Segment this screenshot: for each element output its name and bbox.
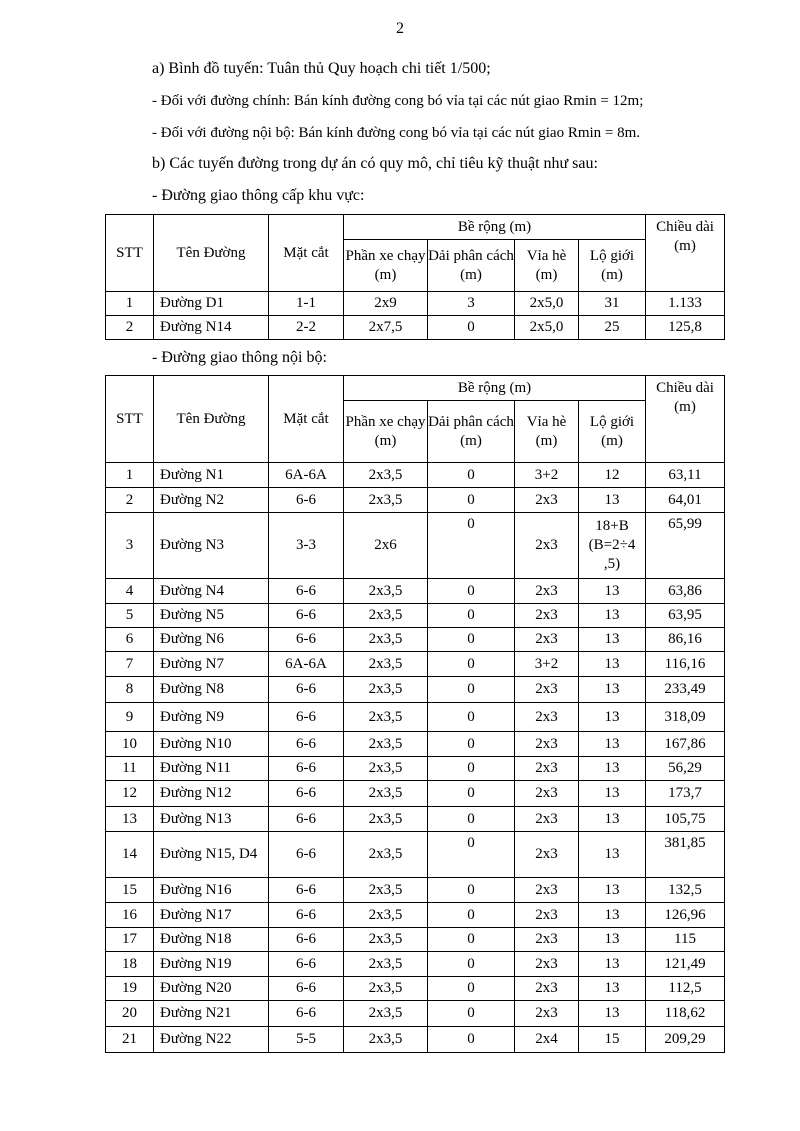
cell-median: 0 <box>428 703 515 732</box>
cell-length: 65,99 <box>646 513 725 579</box>
cell-median: 0 <box>428 757 515 781</box>
cell-right-of-way: 13 <box>579 807 646 832</box>
cell-length: 116,16 <box>646 652 725 677</box>
table-row <box>106 903 725 928</box>
cell-sidewalk: 2x3 <box>515 604 579 628</box>
cell-right-of-way: 18+B (B=2÷4 ,5) <box>579 513 646 579</box>
cell-road-name: Đường N6 <box>154 628 269 652</box>
cell-stt: 12 <box>106 781 154 807</box>
cell-sidewalk: 2x4 <box>515 1027 579 1053</box>
cell-carriageway: 2x3,5 <box>344 703 428 732</box>
cell-stt: 5 <box>106 604 154 628</box>
cell-right-of-way: 12 <box>579 463 646 488</box>
header-stt: STT <box>106 376 154 463</box>
cell-length: 56,29 <box>646 757 725 781</box>
header-width-group: Bề rộng (m) <box>344 215 646 240</box>
cell-median: 0 <box>428 463 515 488</box>
cell-cross-section: 6-6 <box>269 928 344 952</box>
cell-sidewalk: 2x3 <box>515 732 579 757</box>
table-row <box>106 952 725 977</box>
cell-road-name: Đường N15, D4 <box>154 832 269 878</box>
cell-stt: 1 <box>106 292 154 316</box>
table-row <box>106 316 725 340</box>
table-row <box>106 878 725 903</box>
cell-length: 121,49 <box>646 952 725 977</box>
table-row <box>106 928 725 952</box>
cell-right-of-way: 13 <box>579 757 646 781</box>
header-sidewalk: Vỉa hè (m) <box>515 401 579 463</box>
cell-length: 1.133 <box>646 292 725 316</box>
cell-median: 0 <box>428 579 515 604</box>
cell-median: 0 <box>428 1001 515 1027</box>
cell-length: 167,86 <box>646 732 725 757</box>
cell-carriageway: 2x3,5 <box>344 977 428 1001</box>
paragraph-regional-roads: - Đường giao thông cấp khu vực: <box>152 187 365 204</box>
cell-length: 209,29 <box>646 1027 725 1053</box>
cell-length: 63,11 <box>646 463 725 488</box>
cell-cross-section: 6-6 <box>269 1001 344 1027</box>
cell-carriageway: 2x3,5 <box>344 757 428 781</box>
cell-length: 86,16 <box>646 628 725 652</box>
paragraph-main-road-radius: - Đối với đường chính: Bán kính đường cong bó vỉa tại các nút giao Rmin = 12m; <box>152 93 644 109</box>
cell-carriageway: 2x3,5 <box>344 732 428 757</box>
cell-stt: 7 <box>106 652 154 677</box>
cell-right-of-way: 13 <box>579 488 646 513</box>
cell-carriageway: 2x3,5 <box>344 463 428 488</box>
table-row <box>106 652 725 677</box>
cell-median: 0 <box>428 513 515 579</box>
cell-cross-section: 6-6 <box>269 781 344 807</box>
cell-right-of-way: 13 <box>579 903 646 928</box>
header-sidewalk: Vỉa hè (m) <box>515 240 579 292</box>
cell-sidewalk: 3+2 <box>515 652 579 677</box>
table-row <box>106 628 725 652</box>
table-row <box>106 488 725 513</box>
cell-median: 0 <box>428 781 515 807</box>
cell-median: 0 <box>428 604 515 628</box>
cell-sidewalk: 2x3 <box>515 878 579 903</box>
cell-carriageway: 2x3,5 <box>344 628 428 652</box>
cell-sidewalk: 2x3 <box>515 1001 579 1027</box>
cell-right-of-way: 13 <box>579 703 646 732</box>
cell-sidewalk: 2x3 <box>515 903 579 928</box>
table-row <box>106 1001 725 1027</box>
cell-right-of-way: 31 <box>579 292 646 316</box>
cell-right-of-way: 13 <box>579 677 646 703</box>
cell-stt: 16 <box>106 903 154 928</box>
cell-length: 132,5 <box>646 878 725 903</box>
cell-carriageway: 2x3,5 <box>344 579 428 604</box>
cell-sidewalk: 2x5,0 <box>515 292 579 316</box>
cell-stt: 18 <box>106 952 154 977</box>
cell-sidewalk: 2x3 <box>515 807 579 832</box>
cell-cross-section: 6-6 <box>269 878 344 903</box>
cell-median: 0 <box>428 652 515 677</box>
cell-road-name: Đường N14 <box>154 316 269 340</box>
cell-sidewalk: 2x3 <box>515 928 579 952</box>
cell-right-of-way: 13 <box>579 652 646 677</box>
cell-road-name: Đường N5 <box>154 604 269 628</box>
cell-median: 0 <box>428 807 515 832</box>
cell-length: 173,7 <box>646 781 725 807</box>
cell-right-of-way: 13 <box>579 1001 646 1027</box>
cell-sidewalk: 2x3 <box>515 832 579 878</box>
cell-sidewalk: 2x3 <box>515 579 579 604</box>
cell-road-name: Đường D1 <box>154 292 269 316</box>
cell-right-of-way: 13 <box>579 628 646 652</box>
table-row <box>106 604 725 628</box>
cell-length: 118,62 <box>646 1001 725 1027</box>
cell-median: 0 <box>428 977 515 1001</box>
cell-stt: 8 <box>106 677 154 703</box>
cell-road-name: Đường N19 <box>154 952 269 977</box>
page-number: 2 <box>396 20 404 37</box>
table-row <box>106 807 725 832</box>
cell-sidewalk: 2x3 <box>515 677 579 703</box>
header-road-name: Tên Đường <box>154 215 269 292</box>
cell-right-of-way: 13 <box>579 781 646 807</box>
header-right-of-way: Lộ giới (m) <box>579 240 646 292</box>
cell-cross-section: 6-6 <box>269 952 344 977</box>
cell-stt: 11 <box>106 757 154 781</box>
cell-length: 233,49 <box>646 677 725 703</box>
paragraph-internal-road-radius: - Đối với đường nội bộ: Bán kính đường cong bó vỉa tại các nút giao Rmin = 8m. <box>152 125 641 141</box>
cell-cross-section: 6-6 <box>269 757 344 781</box>
table-row <box>106 292 725 316</box>
cell-road-name: Đường N16 <box>154 878 269 903</box>
cell-carriageway: 2x3,5 <box>344 677 428 703</box>
header-carriageway: Phần xe chạy (m) <box>344 240 428 292</box>
cell-cross-section: 6-6 <box>269 604 344 628</box>
table-row <box>106 977 725 1001</box>
cell-carriageway: 2x3,5 <box>344 781 428 807</box>
cell-cross-section: 6-6 <box>269 677 344 703</box>
cell-road-name: Đường N3 <box>154 513 269 579</box>
paragraph-road-alignment: a) Bình đồ tuyến: Tuân thủ Quy hoạch chi tiết 1/500; <box>152 60 491 77</box>
cell-sidewalk: 2x3 <box>515 513 579 579</box>
cell-road-name: Đường N10 <box>154 732 269 757</box>
cell-carriageway: 2x6 <box>344 513 428 579</box>
cell-stt: 4 <box>106 579 154 604</box>
header-median: Dải phân cách (m) <box>428 401 515 463</box>
table-row <box>106 781 725 807</box>
cell-stt: 19 <box>106 977 154 1001</box>
cell-cross-section: 6-6 <box>269 732 344 757</box>
header-carriageway: Phần xe chạy (m) <box>344 401 428 463</box>
cell-right-of-way: 15 <box>579 1027 646 1053</box>
cell-road-name: Đường N21 <box>154 1001 269 1027</box>
cell-carriageway: 2x3,5 <box>344 832 428 878</box>
cell-sidewalk: 2x5,0 <box>515 316 579 340</box>
cell-road-name: Đường N1 <box>154 463 269 488</box>
header-cross-section: Mặt cắt <box>269 376 344 463</box>
cell-road-name: Đường N18 <box>154 928 269 952</box>
cell-carriageway: 2x3,5 <box>344 928 428 952</box>
cell-sidewalk: 2x3 <box>515 703 579 732</box>
table-row <box>106 832 725 878</box>
cell-stt: 17 <box>106 928 154 952</box>
cell-cross-section: 6-6 <box>269 628 344 652</box>
cell-cross-section: 3-3 <box>269 513 344 579</box>
cell-carriageway: 2x3,5 <box>344 807 428 832</box>
cell-carriageway: 2x3,5 <box>344 652 428 677</box>
cell-median: 0 <box>428 903 515 928</box>
cell-stt: 3 <box>106 513 154 579</box>
cell-road-name: Đường N13 <box>154 807 269 832</box>
cell-right-of-way: 13 <box>579 832 646 878</box>
paragraph-road-specs-intro: b) Các tuyến đường trong dự án có quy mô, chỉ tiêu kỹ thuật như sau: <box>152 155 598 172</box>
cell-road-name: Đường N7 <box>154 652 269 677</box>
cell-cross-section: 5-5 <box>269 1027 344 1053</box>
header-road-name: Tên Đường <box>154 376 269 463</box>
cell-sidewalk: 2x3 <box>515 757 579 781</box>
cell-sidewalk: 2x3 <box>515 977 579 1001</box>
cell-carriageway: 2x3,5 <box>344 878 428 903</box>
cell-length: 381,85 <box>646 832 725 878</box>
cell-length: 318,09 <box>646 703 725 732</box>
cell-right-of-way: 25 <box>579 316 646 340</box>
header-right-of-way: Lộ giới (m) <box>579 401 646 463</box>
cell-stt: 15 <box>106 878 154 903</box>
cell-length: 115 <box>646 928 725 952</box>
cell-cross-section: 6-6 <box>269 488 344 513</box>
cell-cross-section: 6-6 <box>269 977 344 1001</box>
header-width-group: Bề rộng (m) <box>344 376 646 401</box>
cell-stt: 21 <box>106 1027 154 1053</box>
cell-length: 125,8 <box>646 316 725 340</box>
cell-median: 0 <box>428 628 515 652</box>
cell-road-name: Đường N12 <box>154 781 269 807</box>
cell-road-name: Đường N4 <box>154 579 269 604</box>
cell-median: 0 <box>428 1027 515 1053</box>
cell-carriageway: 2x3,5 <box>344 1001 428 1027</box>
cell-median: 0 <box>428 832 515 878</box>
cell-right-of-way: 13 <box>579 952 646 977</box>
cell-length: 63,95 <box>646 604 725 628</box>
cell-road-name: Đường N20 <box>154 977 269 1001</box>
cell-carriageway: 2x3,5 <box>344 952 428 977</box>
cell-road-name: Đường N8 <box>154 677 269 703</box>
cell-median: 0 <box>428 488 515 513</box>
cell-cross-section: 6A-6A <box>269 652 344 677</box>
cell-road-name: Đường N2 <box>154 488 269 513</box>
cell-carriageway: 2x3,5 <box>344 488 428 513</box>
table-row <box>106 1027 725 1053</box>
cell-road-name: Đường N22 <box>154 1027 269 1053</box>
cell-stt: 2 <box>106 488 154 513</box>
cell-cross-section: 6-6 <box>269 807 344 832</box>
cell-cross-section: 6-6 <box>269 579 344 604</box>
cell-cross-section: 6-6 <box>269 703 344 732</box>
cell-right-of-way: 13 <box>579 928 646 952</box>
cell-median: 3 <box>428 292 515 316</box>
cell-stt: 2 <box>106 316 154 340</box>
cell-road-name: Đường N17 <box>154 903 269 928</box>
cell-median: 0 <box>428 952 515 977</box>
internal-roads-table <box>105 375 725 1053</box>
cell-stt: 14 <box>106 832 154 878</box>
cell-median: 0 <box>428 732 515 757</box>
table-row <box>106 579 725 604</box>
table-row <box>106 463 725 488</box>
cell-median: 0 <box>428 677 515 703</box>
table-row <box>106 732 725 757</box>
table-row <box>106 677 725 703</box>
cell-sidewalk: 2x3 <box>515 628 579 652</box>
cell-median: 0 <box>428 928 515 952</box>
cell-stt: 6 <box>106 628 154 652</box>
cell-right-of-way: 13 <box>579 878 646 903</box>
cell-right-of-way: 13 <box>579 977 646 1001</box>
header-stt: STT <box>106 215 154 292</box>
cell-carriageway: 2x3,5 <box>344 1027 428 1053</box>
cell-length: 112,5 <box>646 977 725 1001</box>
cell-median: 0 <box>428 878 515 903</box>
regional-roads-table <box>105 214 725 340</box>
cell-cross-section: 1-1 <box>269 292 344 316</box>
cell-length: 64,01 <box>646 488 725 513</box>
cell-sidewalk: 3+2 <box>515 463 579 488</box>
cell-stt: 1 <box>106 463 154 488</box>
cell-stt: 9 <box>106 703 154 732</box>
cell-cross-section: 2-2 <box>269 316 344 340</box>
cell-carriageway: 2x3,5 <box>344 604 428 628</box>
table-row <box>106 513 725 579</box>
paragraph-internal-roads: - Đường giao thông nội bộ: <box>152 349 327 366</box>
cell-length: 126,96 <box>646 903 725 928</box>
cell-road-name: Đường N11 <box>154 757 269 781</box>
table-row <box>106 757 725 781</box>
cell-carriageway: 2x9 <box>344 292 428 316</box>
cell-length: 63,86 <box>646 579 725 604</box>
header-length: Chiều dài (m) <box>646 376 725 463</box>
header-length: Chiều dài (m) <box>646 215 725 292</box>
cell-carriageway: 2x3,5 <box>344 903 428 928</box>
cell-cross-section: 6-6 <box>269 832 344 878</box>
cell-cross-section: 6-6 <box>269 903 344 928</box>
cell-sidewalk: 2x3 <box>515 781 579 807</box>
cell-length: 105,75 <box>646 807 725 832</box>
cell-stt: 10 <box>106 732 154 757</box>
cell-stt: 13 <box>106 807 154 832</box>
cell-right-of-way: 13 <box>579 579 646 604</box>
cell-cross-section: 6A-6A <box>269 463 344 488</box>
cell-right-of-way: 13 <box>579 732 646 757</box>
cell-stt: 20 <box>106 1001 154 1027</box>
header-cross-section: Mặt cắt <box>269 215 344 292</box>
cell-median: 0 <box>428 316 515 340</box>
cell-sidewalk: 2x3 <box>515 952 579 977</box>
header-median: Dải phân cách (m) <box>428 240 515 292</box>
cell-road-name: Đường N9 <box>154 703 269 732</box>
cell-sidewalk: 2x3 <box>515 488 579 513</box>
table-row <box>106 703 725 732</box>
cell-carriageway: 2x7,5 <box>344 316 428 340</box>
cell-right-of-way: 13 <box>579 604 646 628</box>
